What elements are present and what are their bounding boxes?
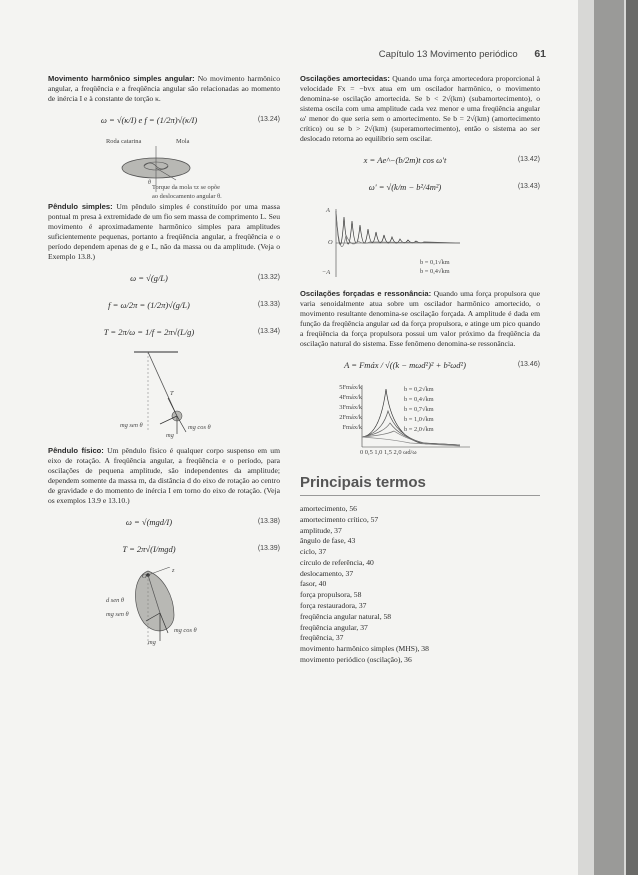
- equation-number: (13.39): [257, 545, 280, 553]
- simple-pendulum-text: Um pêndulo simples é constituído por uma massa pontual m presa à extremidade de um fio sem massa de comprimento L. Seu movimento é aproximadamente harmônico simples para amplitudes suficientemente pequenas, portanto a freqüência angular, a freqüência e o período dependem apenas de g e L, não da massa ou da amplitude. (Veja o Exemplo 13.8.): [48, 202, 280, 262]
- equation-expression: ω = √(κ/I) e f = (1/2π)√(κ/I): [100, 115, 198, 126]
- legend-b-04: b = 0,4√km: [420, 268, 450, 276]
- key-term-item: ciclo, 37: [300, 547, 327, 557]
- y-label: 4Fmáx/k: [339, 394, 362, 402]
- angular-shm-paragraph: [48, 74, 280, 104]
- mg-label: mg: [148, 639, 156, 647]
- forced-title: Oscilações forçadas e ressonância:: [300, 289, 432, 299]
- simple-pendulum-paragraph: [48, 202, 280, 262]
- equation-13-42: [300, 150, 540, 174]
- equation-expression: A = Fmáx / √((k − mωd²)² + b²ωd²): [344, 360, 466, 371]
- key-term-item: amplitude, 37: [300, 525, 342, 535]
- equation-expression: ω = √(mgd/I): [125, 517, 173, 528]
- equation-expression: x = Ae^−(b/2m)t cos ω't: [363, 155, 447, 166]
- page-edge-shadow-dark: [594, 0, 624, 875]
- y-label: 5Fmáx/k: [339, 384, 362, 392]
- key-term-item: força restauradora, 37: [300, 601, 367, 611]
- physical-pendulum-paragraph: [48, 446, 280, 506]
- damped-oscillation-figure: [300, 205, 540, 281]
- equation-expression: ω = √(g/L): [130, 273, 168, 284]
- resonance-curve-labels: [404, 385, 434, 435]
- equation-13-43: [300, 177, 540, 201]
- physical-pendulum-figure: [48, 567, 280, 647]
- curve-label: b = 0,4√km: [404, 396, 434, 404]
- mg-cos-label: mg cos θ: [188, 424, 211, 432]
- axis-negA-label: −A: [322, 269, 331, 277]
- axis-origin-label: O: [328, 239, 333, 247]
- equation-number: (13.33): [257, 301, 280, 309]
- equation-number: (13.32): [257, 274, 280, 282]
- equation-13-32: [48, 268, 280, 292]
- equation-13-33: [48, 295, 280, 319]
- physical-pendulum-text: Um pêndulo físico é qualquer corpo suspenso em um eixo de rotação. A freqüência angular, a freqüência e o período, para oscilações de pequena amplitude, são independentes da amplitude; dependem somente da massa m, da distância d do eixo de rotação ao centro de gravidade e do momento de inércia I em torno do eixo de rotação. (Veja os exemplos 13.9 e 13.10.): [48, 446, 280, 506]
- equation-13-39: [48, 539, 280, 563]
- wheel-caption: [152, 184, 272, 201]
- page-edge-shadow-darker: [626, 0, 638, 875]
- left-column: [48, 74, 280, 655]
- key-term-item: freqüência angular, 37: [300, 622, 368, 632]
- wheel-caption-line-1: Torque da mola τz se opõe: [152, 184, 220, 192]
- equation-number: (13.38): [257, 518, 280, 526]
- equation-expression: ω' = √(k/m − b²/4m²): [368, 182, 442, 193]
- curve-label: b = 0,7√km: [404, 406, 434, 414]
- key-term-item: deslocamento, 37: [300, 568, 354, 578]
- mg-sin-label: mg sen θ: [120, 422, 143, 430]
- curve-label: b = 1,0√km: [404, 416, 434, 424]
- simple-pendulum-figure: [48, 350, 280, 438]
- physical-pendulum-title: Pêndulo físico:: [48, 446, 104, 456]
- equation-expression: f = ω/2π = (1/2π)√(g/L): [108, 300, 190, 311]
- y-label: Fmáx/k: [342, 424, 362, 432]
- page-number: 61: [534, 48, 546, 60]
- equation-number: (13.24): [257, 116, 280, 124]
- equation-13-34: [48, 322, 280, 346]
- simple-pendulum-title: Pêndulo simples:: [48, 202, 113, 212]
- damped-title: Oscilações amortecidas:: [300, 74, 390, 83]
- x-axis-label: 0 0,5 1,0 1,5 2,0 ωd/ω: [360, 449, 417, 457]
- legend-b-01: b = 0,1√km: [420, 259, 450, 267]
- forced-text: Quando uma força propulsora que varia senoidalmente atua sobre um oscilador harmônico amortecido, o movimento resultante denomina-se oscilação forçada. A amplitude é dada em função da freqüência angular ωd da força propulsora, e atinge um pico quando a freqüência da força propulsora possui um valor próximo da freqüência da oscilação natural do sistema. Esse fenômeno denomina-se ressonância.: [300, 289, 540, 349]
- equation-expression: T = 2π√(I/mgd): [122, 544, 176, 555]
- resonance-y-labels: [318, 383, 362, 433]
- mg-label: mg: [166, 432, 174, 440]
- mg-sin-label: mg sen θ: [106, 611, 129, 619]
- equation-expression: T = 2π/ω = 1/f = 2π√(L/g): [103, 327, 195, 338]
- physical-pendulum-diagram: [48, 567, 280, 647]
- balance-wheel-figure: [48, 138, 280, 200]
- key-term-item: movimento harmônico simples (MHS), 38: [300, 644, 429, 654]
- key-terms-list: [300, 504, 540, 666]
- running-head: [379, 48, 546, 60]
- curve-label: b = 0,2√km: [404, 386, 434, 394]
- svg-text:θ: θ: [148, 180, 151, 187]
- spring-label: Mola: [176, 138, 190, 146]
- key-term-item: freqüência, 37: [300, 633, 344, 643]
- chapter-title: Capítulo 13 Movimento periódico: [378, 49, 518, 60]
- wheel-label: Roda catarina: [106, 138, 142, 146]
- damped-paragraph: [300, 74, 540, 144]
- simple-pendulum-diagram: [48, 350, 280, 438]
- key-term-item: força propulsora, 58: [300, 590, 362, 600]
- z-axis-label: z: [172, 567, 175, 575]
- axis-A-label: A: [326, 207, 330, 215]
- key-term-item: amortecimento, 56: [300, 504, 357, 513]
- key-term-item: ângulo de fase, 43: [300, 536, 356, 546]
- angular-shm-text: No movimento harmônico angular, a freqüência e a freqüência angular são relacionadas ao momento de inércia I e à constante de torção κ.: [48, 74, 280, 104]
- key-term-item: movimento periódico (oscilação), 36: [300, 654, 412, 664]
- curve-label: b = 2,0√km: [404, 426, 434, 434]
- damped-text: Quando uma força amortecedora proporcional à velocidade Fx = −bvx atua em um oscilador harmônico, o movimento denomina-se oscilação amortecida. Se b < 2√(km) (subamortecimento), o sistema oscila com uma amplitude cada vez menor e uma freqüência angular ω' menor do que seria sem o amortecimento. Se b = 2√(km) (amortecimento crítico) ou se b > 2√(km) (superamortecimento), então o sistema ao ser deslocado retorna ao equilíbrio sem oscilar.: [300, 74, 541, 144]
- key-term-item: fasor, 40: [300, 579, 327, 589]
- y-label: 3Fmáx/k: [339, 404, 362, 412]
- equation-number: (13.34): [257, 328, 280, 336]
- key-term-item: amortecimento crítico, 57: [300, 514, 379, 524]
- tension-label: T: [170, 390, 174, 398]
- key-term-item: círculo de referência, 40: [300, 557, 374, 567]
- resonance-figure: [300, 383, 540, 459]
- equation-13-24: [48, 110, 280, 134]
- forced-paragraph: [300, 289, 540, 349]
- pivot-label: O: [142, 573, 147, 581]
- key-term-item: freqüência angular natural, 58: [300, 611, 392, 621]
- angular-shm-title: Movimento harmônico simples angular:: [48, 74, 195, 83]
- equation-13-46: [300, 355, 540, 379]
- mg-cos-label: mg cos θ: [174, 627, 197, 635]
- right-column: [300, 74, 540, 666]
- equation-number: (13.43): [517, 183, 540, 191]
- equation-number: (13.46): [517, 361, 540, 369]
- equation-13-38: [48, 512, 280, 536]
- wheel-caption-line-2: ao deslocamento angular θ.: [152, 192, 222, 200]
- equation-number: (13.42): [517, 156, 540, 164]
- key-terms-heading: Principais termos: [300, 473, 540, 496]
- d-sin-label: d sen θ: [106, 597, 125, 605]
- y-label: 2Fmáx/k: [339, 414, 362, 422]
